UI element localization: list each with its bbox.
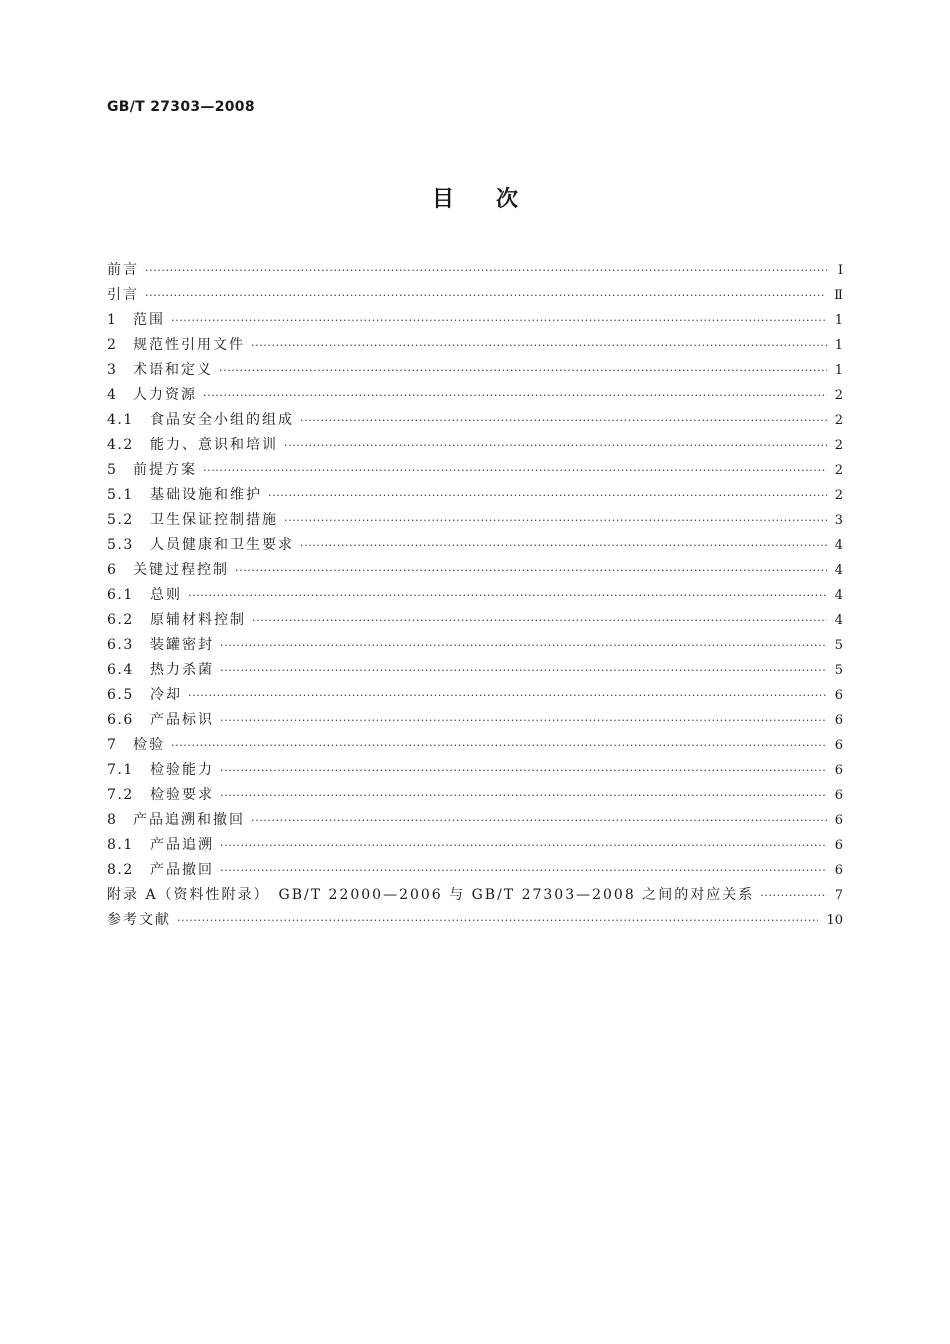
toc-entry-page: 2: [834, 413, 843, 428]
toc-entry-page: 5: [834, 663, 843, 678]
toc-entry-title: 产品撤回: [150, 862, 214, 878]
toc-entry-title: 卫生保证控制措施: [150, 512, 278, 528]
toc-entry[interactable]: [107, 733, 843, 758]
toc-dot-leader: [188, 683, 827, 708]
toc-entry-number: 8.1: [107, 837, 134, 853]
toc-entry-title: 规范性引用文件: [133, 337, 245, 353]
toc-entry-number: 6.3: [107, 637, 134, 653]
toc-entry[interactable]: [107, 508, 843, 533]
toc-entry-number: 7: [107, 737, 118, 753]
toc-entry-number: 3: [107, 362, 118, 378]
toc-dot-leader: [220, 708, 827, 733]
toc-dot-leader: [268, 483, 827, 508]
toc-dot-leader: [171, 733, 827, 758]
toc-entry[interactable]: [107, 308, 843, 333]
toc-entry-page: Ⅰ: [837, 263, 843, 278]
toc-entry-page: 6: [834, 713, 843, 728]
toc-dot-leader: [145, 258, 827, 283]
toc-entry[interactable]: [107, 608, 843, 633]
toc-entry-title: 装罐密封: [150, 637, 214, 653]
toc-entry-page: 2: [834, 388, 843, 403]
toc-entry-number: 6.6: [107, 712, 134, 728]
toc-entry-page: 6: [834, 738, 843, 753]
toc-entry[interactable]: [107, 533, 843, 558]
toc-dot-leader: [284, 508, 827, 533]
toc-entry-title: 关键过程控制: [133, 562, 229, 578]
toc-dot-leader: [219, 358, 827, 383]
toc-entry-title: 产品追溯和撤回: [133, 812, 245, 828]
toc-dot-leader: [188, 583, 827, 608]
toc-entry-number: 2: [107, 337, 118, 353]
toc-entry[interactable]: [107, 583, 843, 608]
toc-dot-leader: [220, 858, 827, 883]
toc-entry-number: 5.2: [107, 512, 134, 528]
toc-dot-leader: [284, 433, 827, 458]
toc-entry-title: 附录 A（资料性附录） GB/T 22000—2006 与 GB/T 27303—2008 之间的对应关系: [107, 887, 755, 903]
toc-dot-leader: [145, 283, 826, 308]
toc-entry-title: 前提方案: [133, 462, 197, 478]
toc-entry-page: 6: [834, 688, 843, 703]
toc-entry-page: 6: [834, 788, 843, 803]
toc-entry-page: 6: [834, 863, 843, 878]
toc-entry[interactable]: [107, 808, 843, 833]
page-title: 目次: [431, 187, 560, 212]
toc-entry-number: 5.3: [107, 537, 134, 553]
toc-entry-number: 8: [107, 812, 118, 828]
toc-entry[interactable]: [107, 333, 843, 358]
toc-entry-number: 6.1: [107, 587, 134, 603]
standard-code: GB/T 27303—2008: [107, 99, 255, 115]
toc-entry[interactable]: [107, 458, 843, 483]
toc-entry[interactable]: [107, 358, 843, 383]
toc-entry-number: 6.4: [107, 662, 134, 678]
toc-dot-leader: [171, 308, 827, 333]
toc-entry-page: 1: [834, 363, 843, 378]
toc-entry[interactable]: [107, 783, 843, 808]
toc-entry-title: 引言: [107, 287, 139, 303]
toc-entry-page: 4: [834, 613, 843, 628]
toc-entry[interactable]: [107, 833, 843, 858]
toc-entry-title: 参考文献: [107, 912, 171, 928]
toc-entry-number: 6.2: [107, 612, 134, 628]
toc-dot-leader: [252, 608, 827, 633]
toc-entry-title: 术语和定义: [133, 362, 213, 378]
toc-entry-number: 6: [107, 562, 118, 578]
toc-entry-title: 检验能力: [150, 762, 214, 778]
toc-entry[interactable]: [107, 483, 843, 508]
toc-entry[interactable]: [107, 658, 843, 683]
toc-entry-title: 原辅材料控制: [150, 612, 246, 628]
toc-dot-leader: [220, 783, 827, 808]
toc-dot-leader: [220, 658, 827, 683]
toc-entry[interactable]: [107, 258, 843, 283]
toc-entry-number: 7.1: [107, 762, 134, 778]
toc-entry-page: 6: [834, 813, 843, 828]
toc-entry-page: 3: [834, 513, 843, 528]
toc-entry-page: 4: [834, 588, 843, 603]
toc-entry-page: 7: [834, 888, 843, 903]
toc-entry-title: 人力资源: [133, 387, 197, 403]
toc-entry[interactable]: [107, 383, 843, 408]
toc-entry[interactable]: [107, 883, 843, 908]
toc-entry-title: 产品追溯: [150, 837, 214, 853]
toc-entry-number: 8.2: [107, 862, 134, 878]
toc-entry-title: 冷却: [150, 687, 182, 703]
toc-entry[interactable]: [107, 858, 843, 883]
toc-entry-title: 检验要求: [150, 787, 214, 803]
toc-dot-leader: [220, 758, 827, 783]
toc-entry-page: 2: [834, 463, 843, 478]
toc-entry-number: 1: [107, 312, 118, 328]
toc-entry-number: 5: [107, 462, 118, 478]
toc-entry-page: 2: [834, 488, 843, 503]
toc-dot-leader: [760, 883, 827, 908]
toc-entry-number: 7.2: [107, 787, 134, 803]
toc-dot-leader: [220, 833, 827, 858]
toc-dot-leader: [203, 458, 827, 483]
toc-entry-title: 热力杀菌: [150, 662, 214, 678]
toc-entry-number: 4: [107, 387, 118, 403]
toc-entry-title: 食品安全小组的组成: [150, 412, 294, 428]
toc-entry-number: 5.1: [107, 487, 134, 503]
toc-entry-page: 4: [834, 563, 843, 578]
toc-entry-number: 4.2: [107, 437, 134, 453]
toc-dot-leader: [177, 908, 818, 933]
toc-entry[interactable]: [107, 283, 843, 308]
toc-entry-number: 4.1: [107, 412, 134, 428]
table-of-contents: [107, 258, 843, 933]
toc-entry-page: 6: [834, 763, 843, 778]
toc-entry-number: 6.5: [107, 687, 134, 703]
toc-entry[interactable]: [107, 758, 843, 783]
toc-entry[interactable]: [107, 558, 843, 583]
toc-entry-page: 6: [834, 838, 843, 853]
toc-entry-title: 人员健康和卫生要求: [150, 537, 294, 553]
toc-dot-leader: [251, 808, 827, 833]
toc-entry[interactable]: [107, 408, 843, 433]
toc-entry-title: 范围: [133, 312, 165, 328]
toc-entry-title: 能力、意识和培训: [150, 437, 278, 453]
toc-dot-leader: [251, 333, 827, 358]
toc-entry-title: 总则: [150, 587, 182, 603]
toc-entry-title: 产品标识: [150, 712, 214, 728]
toc-entry[interactable]: [107, 633, 843, 658]
toc-entry-page: 10: [826, 913, 843, 928]
toc-entry-page: 1: [834, 338, 843, 353]
toc-dot-leader: [300, 408, 827, 433]
toc-entry-page: 2: [834, 438, 843, 453]
toc-entry[interactable]: [107, 708, 843, 733]
toc-entry-page: 5: [834, 638, 843, 653]
toc-dot-leader: [220, 633, 827, 658]
toc-dot-leader: [300, 533, 827, 558]
toc-dot-leader: [235, 558, 827, 583]
toc-entry-page: 1: [834, 313, 843, 328]
toc-dot-leader: [203, 383, 827, 408]
toc-entry-title: 检验: [133, 737, 165, 753]
toc-entry-title: 基础设施和维护: [150, 487, 262, 503]
toc-entry-title: 前言: [107, 262, 139, 278]
toc-entry[interactable]: [107, 433, 843, 458]
toc-entry[interactable]: [107, 683, 843, 708]
toc-entry-page: 4: [834, 538, 843, 553]
toc-entry[interactable]: [107, 908, 843, 933]
toc-entry-page: Ⅱ: [834, 288, 843, 303]
